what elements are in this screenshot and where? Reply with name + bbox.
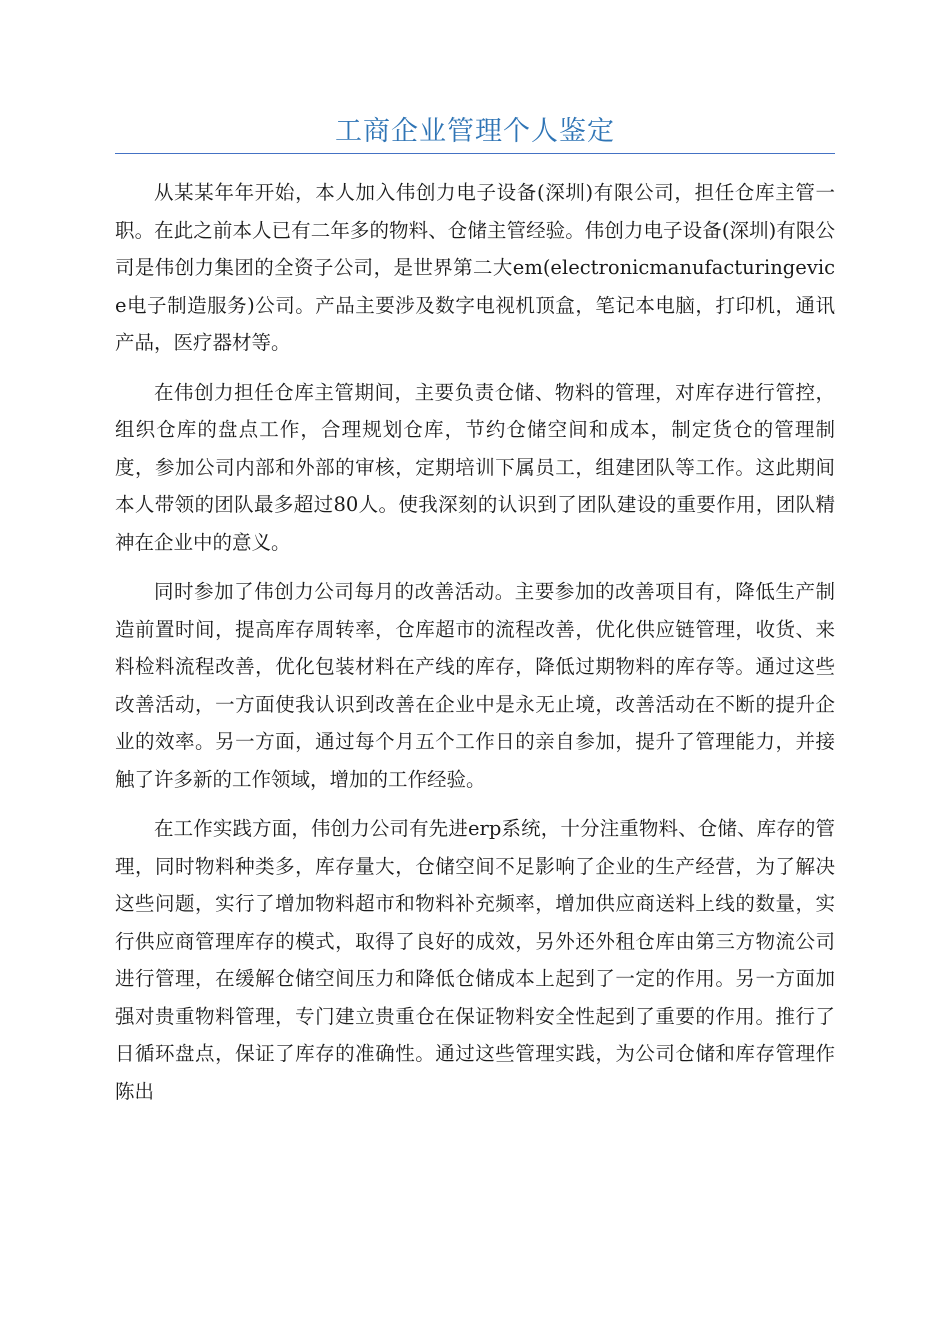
document-title: 工商企业管理个人鉴定 <box>335 116 615 147</box>
title-underline <box>115 153 835 154</box>
paragraph-1: 从某某年年开始，本人加入伟创力电子设备(深圳)有限公司，担任仓库主管一职。在此之前本人已有二年多的物料、仓储主管经验。伟创力电子设备(深圳)有限公司是伟创力集团的全资子公司，是世界第二大em(electronicmanufacturingevice电子制造服务)公司。产品主要涉及数字电视机顶盒，笔记本电脑，打印机，通讯产品，医疗器材等。 <box>115 181 835 354</box>
document-body <box>115 174 835 1122</box>
paragraph-3: 同时参加了伟创力公司每月的改善活动。主要参加的改善项目有，降低生产制造前置时间，提高库存周转率，仓库超市的流程改善，优化供应链管理，收货、来料检料流程改善，优化包装材料在产线的库存，降低过期物料的库存等。通过这些改善活动，一方面使我认识到改善在企业中是永无止境，改善活动在不断的提升企业的效率。另一方面，通过每个月五个工作日的亲自参加，提升了管理能力，并接触了许多新的工作领域，增加的工作经验。 <box>115 580 835 791</box>
paragraph-2: 在伟创力担任仓库主管期间，主要负责仓储、物料的管理，对库存进行管控，组织仓库的盘点工作，合理规划仓库，节约仓储空间和成本，制定货仓的管理制度，参加公司内部和外部的审核，定期培训下属员工，组建团队等工作。这此期间本人带领的团队最多超过80人。使我深刻的认识到了团队建设的重要作用，团队精神在企业中的意义。 <box>115 380 835 554</box>
paragraph-4: 在工作实践方面，伟创力公司有先进erp系统，十分注重物料、仓储、库存的管理，同时物料种类多，库存量大，仓储空间不足影响了企业的生产经营，为了解决这些问题，实行了增加物料超市和物料补充频率，增加供应商送料上线的数量，实行供应商管理库存的模式，取得了良好的成效，另外还外租仓库由第三方物流公司进行管理，在缓解仓储空间压力和降低仓储成本上起到了一定的作用。另一方面加强对贵重物料管理，专门建立贵重仓在保证物料安全性起到了重要的作用。推行了日循环盘点，保证了库存的准确性。通过这些管理实践，为公司仓储和库存管理作陈出 <box>115 817 835 1103</box>
